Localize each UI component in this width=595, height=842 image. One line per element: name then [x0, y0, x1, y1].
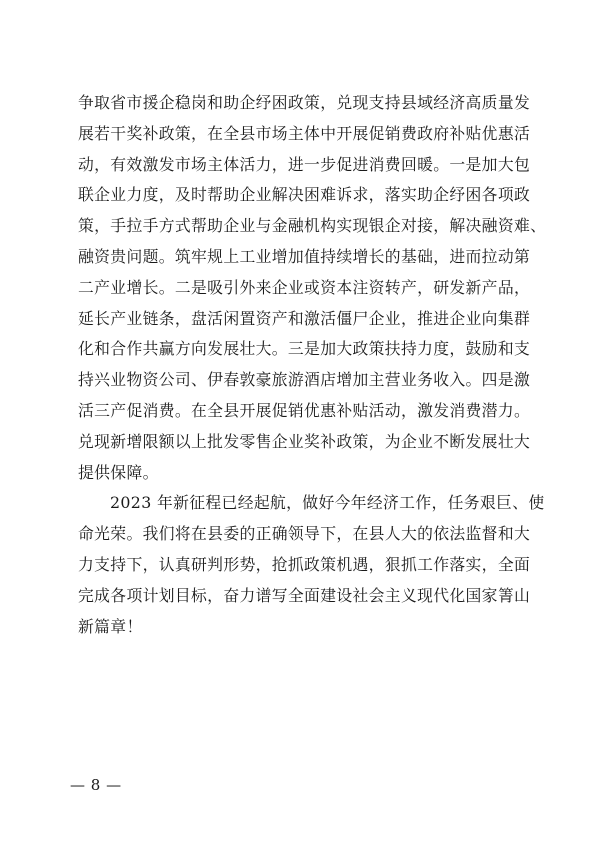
- paragraph: [78, 88, 547, 488]
- text-line: 二产业增长。二是吸引外来企业或资本注资转产，研发新产品，: [78, 277, 531, 297]
- text-line: 延长产业链条，盘活闲置资产和激活僵尸企业，推进企业向集群: [78, 308, 531, 328]
- text-line: 提供保障。: [78, 462, 159, 482]
- text-line: 命光荣。我们将在县委的正确领导下，在县人大的依法监督和大: [78, 524, 531, 544]
- paragraph: [78, 488, 545, 642]
- text-line: 策，手拉手方式帮助企业与金融机构实现银企对接，解决融资难、: [78, 216, 547, 236]
- text-line: 力支持下，认真研判形势，抢抓政策机遇，狠抓工作落实，全面: [78, 554, 531, 574]
- text-line: 新篇章！: [78, 616, 143, 636]
- text-line: 联企业力度，及时帮助企业解决困难诉求，落实助企纾困各项政: [78, 185, 531, 205]
- text-line: 展若干奖补政策，在全县市场主体中开展促销费政府补贴优惠活: [78, 123, 531, 143]
- text-line: 完成各项计划目标，奋力谱写全面建设社会主义现代化国家箐山: [78, 585, 531, 605]
- text-line: 持兴业物资公司、伊春敦豪旅游酒店增加主营业务收入。四是激: [78, 370, 531, 390]
- text-line: 动，有效激发市场主体活力，进一步促进消费回暖。一是加大包: [78, 154, 531, 174]
- body-text: [78, 88, 547, 642]
- text-line: 活三产促消费。在全县开展促销优惠补贴活动，激发消费潜力。: [78, 400, 531, 420]
- text-line: 争取省市援企稳岗和助企纾困政策，兑现支持县域经济高质量发: [78, 93, 531, 112]
- text-line: 化和合作共赢方向发展壮大。三是加大政策扶持力度，鼓励和支: [78, 339, 531, 359]
- text-line: 2023 年新征程已经起航，做好今年经济工作，任务艰巨、使: [110, 493, 545, 513]
- text-line: 兑现新增限额以上批发零售企业奖补政策，为企业不断发展壮大: [78, 431, 531, 451]
- page-number: — 8 —: [70, 776, 122, 794]
- text-line: 融资贵问题。筑牢规上工业增加值持续增长的基础，进而拉动第: [78, 246, 531, 266]
